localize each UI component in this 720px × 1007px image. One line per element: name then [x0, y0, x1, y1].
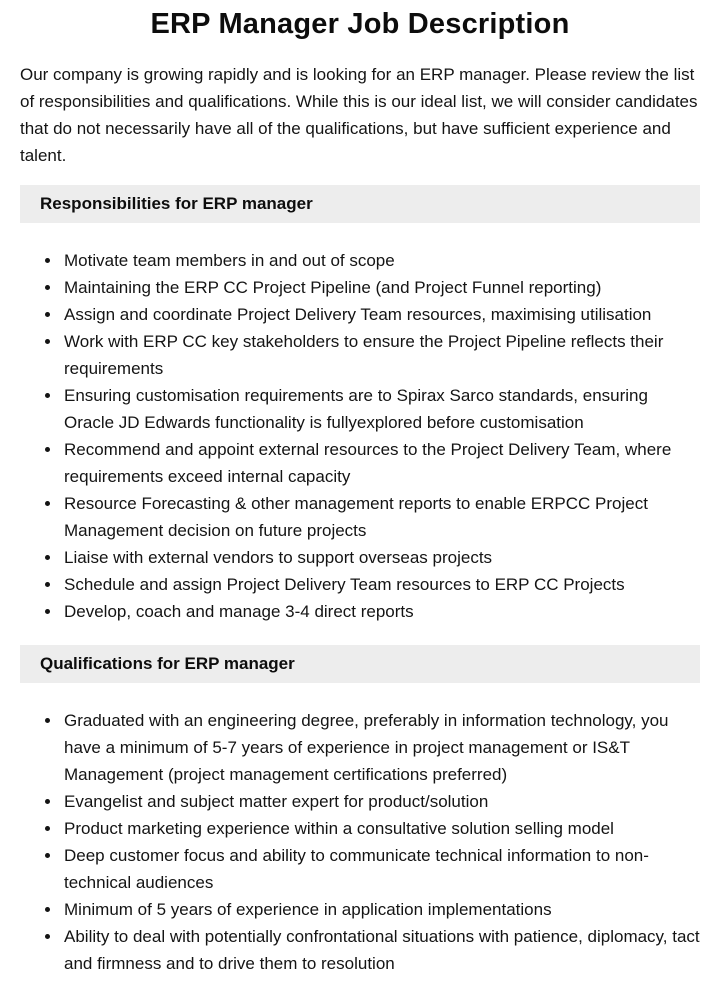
- list-item: • Work with ERP CC key stakeholders to ensure the Project Pipeline reflects their requirements: [62, 328, 700, 382]
- list-item: • Assign and coordinate Project Delivery Team resources, maximising utilisation: [62, 301, 700, 328]
- responsibilities-header-label: Responsibilities for ERP manager: [40, 194, 313, 213]
- responsibilities-list: [20, 247, 700, 625]
- list-item: • Ensuring customisation requirements are to Spirax Sarco standards, ensuring Oracle JD Edwards functionality is fullyexplored before customisation: [62, 382, 700, 436]
- list-item: • Maintaining the ERP CC Project Pipeline (and Project Funnel reporting): [62, 274, 700, 301]
- list-item: • Motivate team members in and out of scope: [62, 247, 700, 274]
- qualifications-header-label: Qualifications for ERP manager: [40, 654, 295, 673]
- section-header-responsibilities: [20, 185, 700, 223]
- section-header-qualifications: [20, 645, 700, 683]
- list-item: • Resource Forecasting & other management reports to enable ERPCC Project Management decision on future projects: [62, 490, 700, 544]
- qualifications-list: [20, 707, 700, 977]
- list-item: • Minimum of 5 years of experience in application implementations: [62, 896, 700, 923]
- list-item: • Recommend and appoint external resources to the Project Delivery Team, where requirements exceed internal capacity: [62, 436, 700, 490]
- list-item: • Product marketing experience within a consultative solution selling model: [62, 815, 700, 842]
- list-item: • Graduated with an engineering degree, preferably in information technology, you have a minimum of 5-7 years of experience in project management or IS&T Management (project management certifications preferred): [62, 707, 700, 788]
- list-item: • Deep customer focus and ability to communicate technical information to non-technical audiences: [62, 842, 700, 896]
- list-item: • Evangelist and subject matter expert for product/solution: [62, 788, 700, 815]
- intro-paragraph: Our company is growing rapidly and is looking for an ERP manager. Please review the list of responsibilities and qualifications. While this is our ideal list, we will consider candidates that do not necessarily have all of the qualifications, but have sufficient experience and talent.: [20, 65, 698, 165]
- list-item: • Develop, coach and manage 3-4 direct reports: [62, 598, 700, 625]
- list-item: • Liaise with external vendors to support overseas projects: [62, 544, 700, 571]
- list-item: • Schedule and assign Project Delivery Team resources to ERP CC Projects: [62, 571, 700, 598]
- page-title: ERP Manager Job Description: [150, 8, 570, 40]
- list-item: • Ability to deal with potentially confrontational situations with patience, diplomacy, tact and firmness and to drive them to resolution: [62, 923, 700, 977]
